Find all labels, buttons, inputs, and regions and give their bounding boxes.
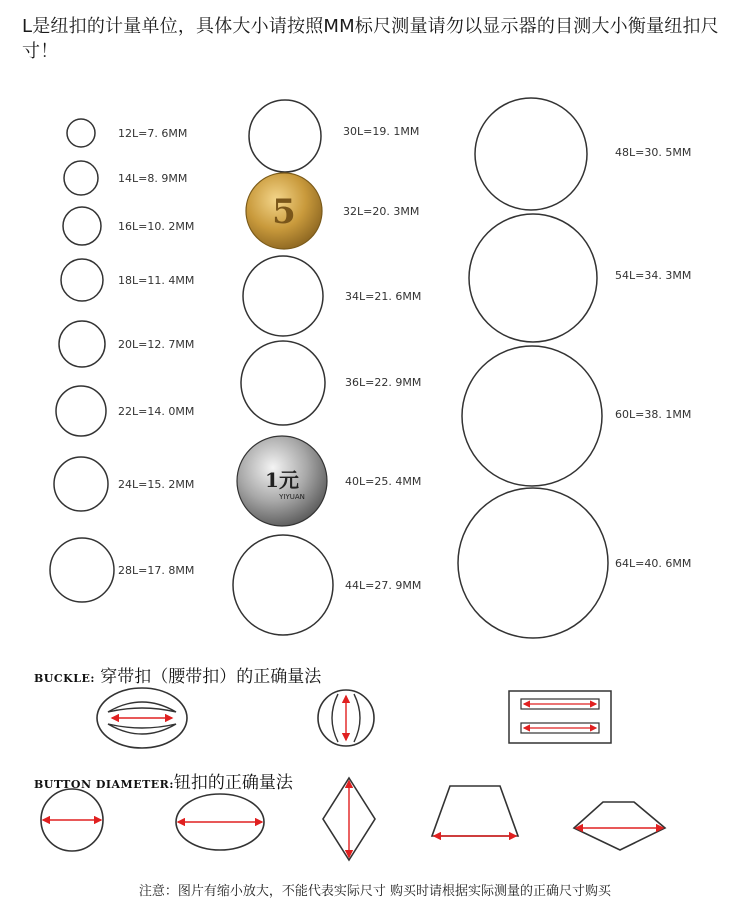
buckle-heading-cn: 穿带扣（腰带扣）的正确量法 (100, 667, 322, 687)
size-circle (475, 98, 587, 210)
size-item (233, 535, 421, 635)
size-label: 24L=15. 2MM (118, 478, 195, 491)
button-heading (34, 768, 293, 793)
size-item (469, 214, 691, 342)
size-circle (469, 214, 597, 342)
size-circle (56, 386, 106, 436)
size-item (246, 173, 419, 249)
size-circle (64, 161, 98, 195)
size-label: 12L=7. 6MM (118, 127, 188, 140)
size-label: 36L=22. 9MM (345, 376, 422, 389)
size-label: 28L=17. 8MM (118, 564, 195, 577)
size-item (64, 161, 187, 195)
coin-text: 5 (272, 192, 296, 232)
size-item (458, 488, 691, 638)
size-label: 18L=11. 4MM (118, 274, 195, 287)
size-circle (67, 119, 95, 147)
buckle-heading (34, 662, 321, 687)
size-item (237, 436, 421, 526)
size-label: 54L=34. 3MM (615, 269, 692, 282)
size-item (63, 207, 194, 245)
buckle-round-diagram (318, 690, 374, 746)
coin-subtext: YIYUAN (279, 493, 305, 501)
size-item (50, 538, 194, 602)
size-circle (462, 346, 602, 486)
button-trapezoid-diagram (432, 786, 518, 836)
size-item (475, 98, 691, 210)
intro-text: L是纽扣的计量单位，具体大小请按照MM标尺测量请勿以显示器的目测大小衡量纽扣尺寸！ (22, 16, 719, 62)
size-circle (54, 457, 108, 511)
button-pentagon-diagram (574, 802, 665, 850)
size-item (59, 321, 194, 367)
coin-text: 1元 (265, 468, 299, 492)
size-circle (63, 207, 101, 245)
footer-note: 注意：图片有缩小放大，不能代表实际尺寸 购买时请根据实际测量的正确尺寸购买 (138, 884, 612, 899)
size-label: 14L=8. 9MM (118, 172, 188, 185)
size-circle (249, 100, 321, 172)
size-item (61, 259, 194, 301)
buckle-rect-diagram (509, 691, 611, 743)
size-label: 30L=19. 1MM (343, 125, 420, 138)
size-label: 48L=30. 5MM (615, 146, 692, 159)
button-heading-cn: 钮扣的正确量法 (173, 773, 293, 793)
size-label: 20L=12. 7MM (118, 338, 195, 351)
button-diamond-diagram (323, 778, 375, 860)
size-label: 34L=21. 6MM (345, 290, 422, 303)
size-circle (233, 535, 333, 635)
button-heading-en: BUTTON DIAMETER: (34, 778, 174, 791)
size-label: 32L=20. 3MM (343, 205, 420, 218)
size-circle (241, 341, 325, 425)
size-circle (50, 538, 114, 602)
size-item (56, 386, 194, 436)
size-label: 40L=25. 4MM (345, 475, 422, 488)
size-circle (61, 259, 103, 301)
size-label: 60L=38. 1MM (615, 408, 692, 421)
size-circle (59, 321, 105, 367)
size-item (54, 457, 194, 511)
size-label: 22L=14. 0MM (118, 405, 195, 418)
size-item (243, 256, 421, 336)
buckle-oval-diagram (97, 688, 187, 748)
size-label: 16L=10. 2MM (118, 220, 195, 233)
size-item (241, 341, 421, 425)
size-circle (458, 488, 608, 638)
size-item (249, 100, 419, 172)
button-oval-diagram (176, 794, 264, 850)
size-circle (243, 256, 323, 336)
size-label: 64L=40. 6MM (615, 557, 692, 570)
size-label: 44L=27. 9MM (345, 579, 422, 592)
buckle-heading-en: BUCKLE: (34, 672, 95, 685)
size-item (462, 346, 691, 486)
button-circle-diagram (41, 789, 103, 851)
size-item (67, 119, 187, 147)
